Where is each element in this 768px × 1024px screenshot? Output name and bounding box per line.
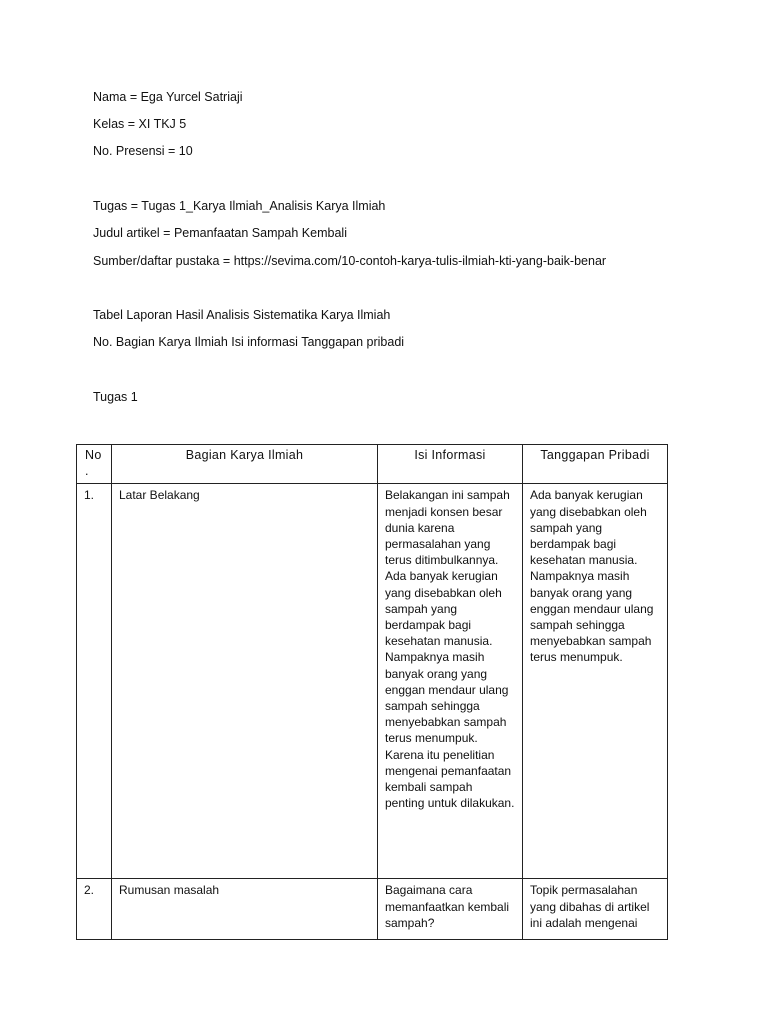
table-header-row: [77, 445, 668, 484]
row-response: Ada banyak kerugian yang disebabkan oleh sampah yang berdampak bagi kesehatan manusia. Nampaknya masih banyak orang yang enggan mendaur ulang sampah sehingga menyebabkan sampah terus menumpuk.: [523, 484, 668, 879]
row-number: 2.: [77, 879, 112, 940]
table-title: Tabel Laporan Hasil Analisis Sistematika Karya Ilmiah: [93, 308, 391, 322]
student-name: Nama = Ega Yurcel Satriaji: [93, 90, 243, 104]
row-number: 1.: [77, 484, 112, 879]
header-tanggapan: Tanggapan Pribadi: [523, 445, 668, 484]
table-columns-line: No. Bagian Karya Ilmiah Isi informasi Tanggapan pribadi: [93, 335, 405, 349]
source-reference: Sumber/daftar pustaka = https://sevima.com/10-contoh-karya-tulis-ilmiah-kti-yang-baik-benar: [93, 254, 607, 268]
attendance-number: No. Presensi = 10: [93, 144, 193, 158]
header-bagian: Bagian Karya Ilmiah: [112, 445, 378, 484]
student-class: Kelas = XI TKJ 5: [93, 117, 187, 131]
row-section: Latar Belakang: [112, 484, 378, 879]
row-response: Topik permasalahan yang dibahas di artikel ini adalah mengenai: [523, 879, 668, 940]
assignment-title: Tugas = Tugas 1_Karya Ilmiah_Analisis Karya Ilmiah: [93, 199, 386, 213]
row-section: Rumusan masalah: [112, 879, 378, 940]
assignment-label: Tugas 1: [93, 390, 138, 404]
header-isi: Isi Informasi: [378, 445, 523, 484]
header-no: No .: [77, 445, 112, 484]
analysis-table: [76, 444, 668, 940]
table-row: [77, 879, 668, 940]
article-title: Judul artikel = Pemanfaatan Sampah Kembali: [93, 226, 347, 240]
table-row: [77, 484, 668, 879]
row-information: Bagaimana cara memanfaatkan kembali sampah?: [378, 879, 523, 940]
row-information: Belakangan ini sampah menjadi konsen besar dunia karena permasalahan yang terus ditimbulkannya. Ada banyak kerugian yang disebabkan oleh sampah yang berdampak bagi kesehatan manusia. Nampaknya masih banyak orang yang enggan mendaur ulang sampah sehingga menyebabkan sampah terus menumpuk. Karena itu penelitian mengenai pemanfaatan kembali sampah penting untuk dilakukan.: [378, 484, 523, 879]
